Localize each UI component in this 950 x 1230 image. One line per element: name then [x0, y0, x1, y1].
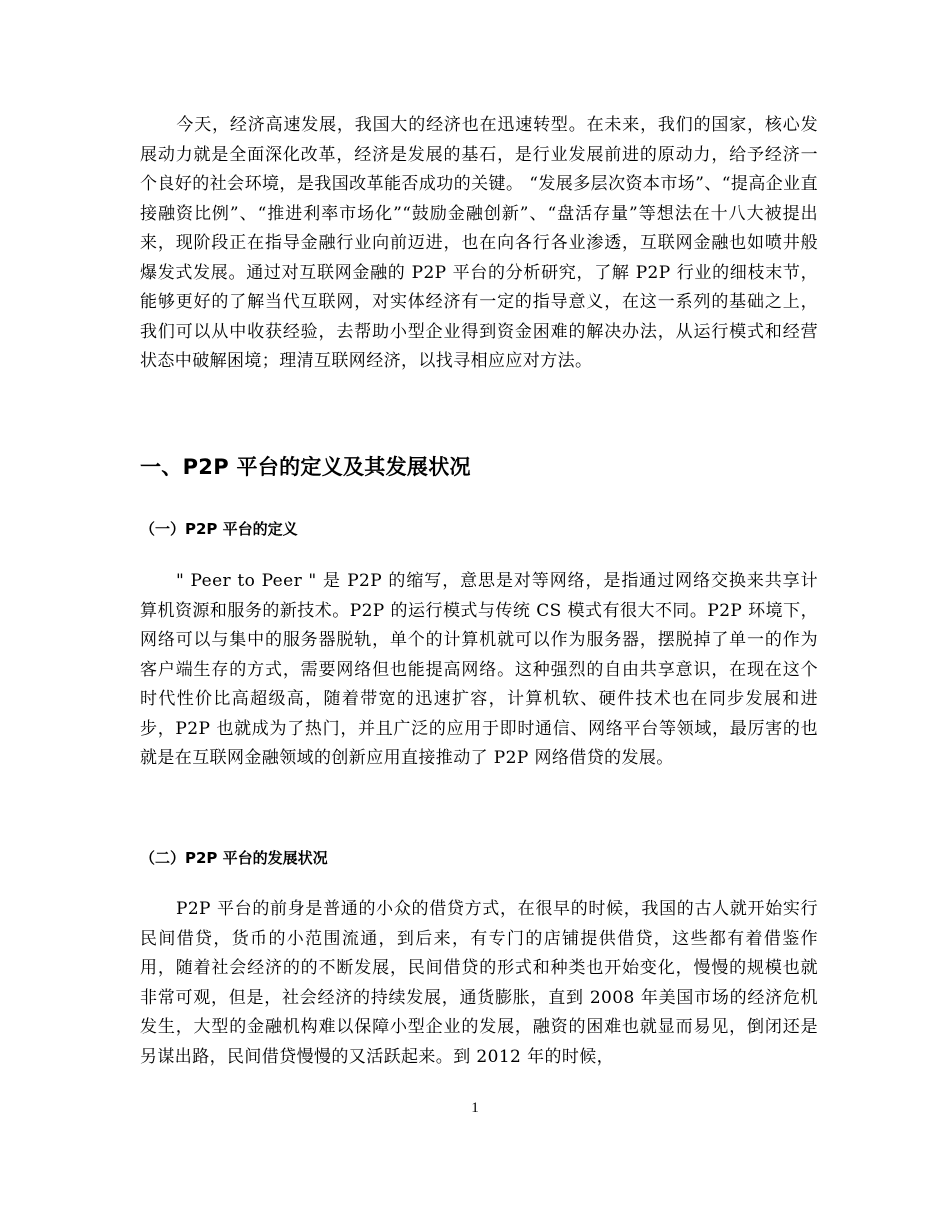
- definition-text: " Peer to Peer " 是 P2P 的缩写，意思是对等网络，是指通过网络交换来共享计算机资源和服务的新技术。P2P 的运行模式与传统 CS 模式有很大不同。P2P 环境下，网络可以与集中的服务器脱轨，单个的计算机就可以作为服务器，摆脱掉了单一的作为客户端生存的方式，需要网络但也能提高网络。这种强烈的自由共享意识，在现在这个时代性价比高超级高，随着带宽的迅速扩容，计算机软、硬件技术也在同步发展和进步，P2P 也就成为了热门，并且广泛的应用于即时通信、网络平台等领域，最厉害的也就是在互联网金融领域的创新应用直接推动了 P2P 网络借贷的发展。: [140, 571, 818, 768]
- page-number: 1: [471, 1100, 479, 1116]
- development-text: P2P 平台的前身是普通的小众的借贷方式，在很早的时候，我国的古人就开始实行民间借贷，货币的小范围流通，到后来，有专门的店铺提供借贷，这些都有着借鉴作用，随着社会经济的的不断发展，民间借贷的形式和种类也开始变化，慢慢的规模也就非常可观，但是，社会经济的持续发展，通货膨胀，直到 2008 年美国市场的经济危机发生，大型的金融机构难以保障小型企业的发展，融资的困难也就显而易见，倒闭还是另谋出路，民间借贷慢慢的又活跃起来。到 2012 年的时候，: [140, 899, 818, 1067]
- development-paragraph: [140, 895, 818, 1072]
- intro-text: 今天，经济高速发展，我国大的经济也在迅速转型。在未来，我们的国家，核心发展动力就是全面深化改革，经济是发展的基石，是行业发展前进的原动力，给予经济一个良好的社会环境，是我国改革能否成功的关键。 “发展多层次资本市场”、“提高企业直接融资比例”、“推进利率市场化”“鼓励金融创新”、“盘活存量”等想法在十八大被提出来，现阶段正在指导金融行业向前迈进，也在向各行各业渗透，互联网金融也如喷井般爆发式发展。通过对互联网金融的 P2P 平台的分析研究，了解 P2P 行业的细枝末节，能够更好的了解当代互联网，对实体经济有一定的指导意义，在这一系列的基础之上，我们可以从中收获经验，去帮助小型企业得到资金困难的解决办法，从运行模式和经营状态中破解困境；理清互联网经济，以找寻相应应对方法。: [140, 115, 818, 371]
- subsection-2-heading: （二）P2P 平台的发展状况: [140, 849, 328, 867]
- intro-paragraph: [140, 111, 818, 377]
- definition-paragraph: [140, 567, 818, 774]
- section-1-heading: 一、P2P 平台的定义及其发展状况: [140, 455, 471, 479]
- subsection-1-heading: （一）P2P 平台的定义: [140, 520, 298, 538]
